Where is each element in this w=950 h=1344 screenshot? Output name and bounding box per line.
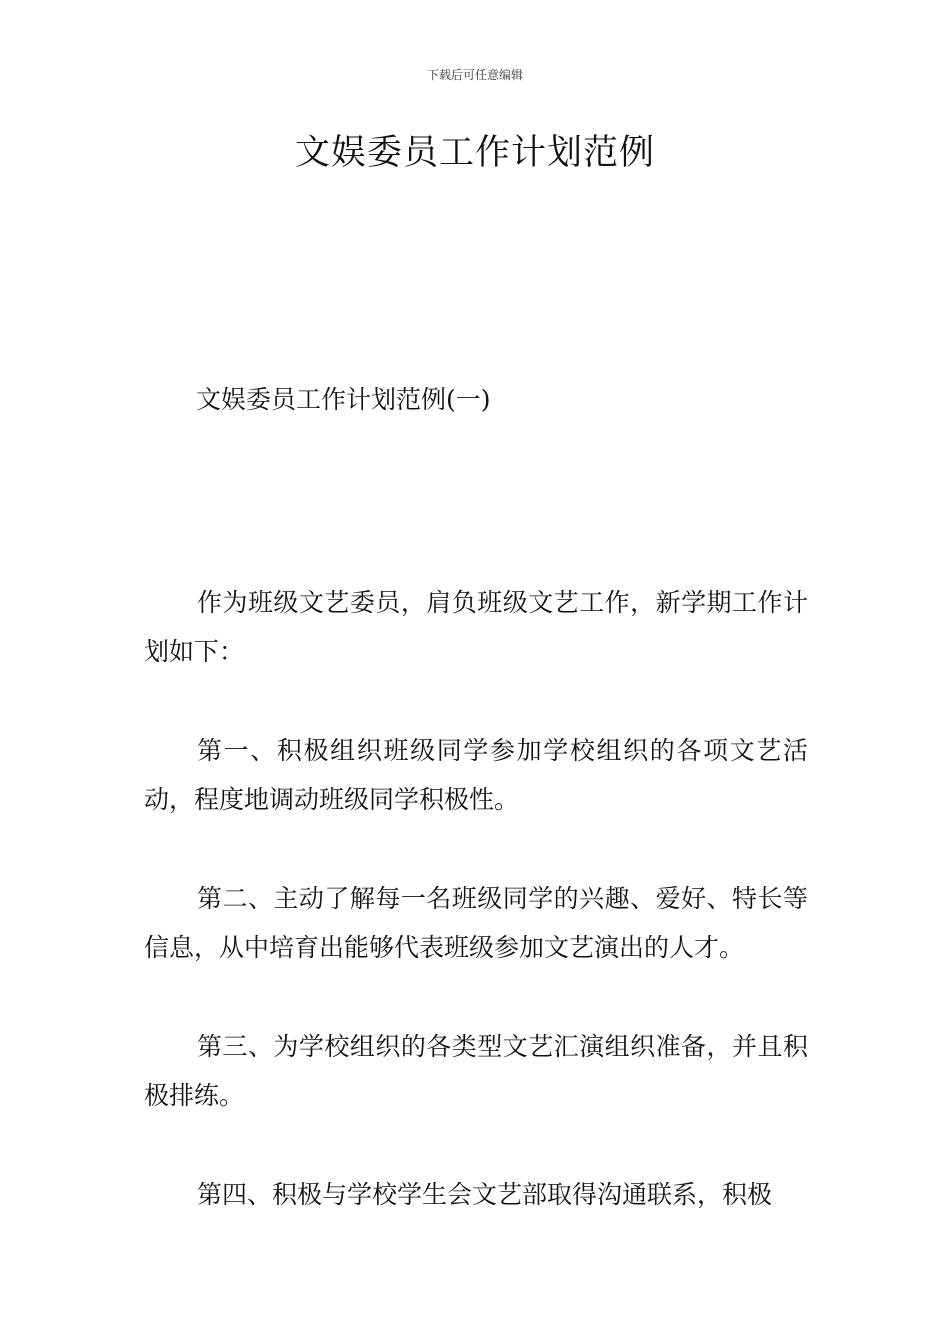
document-body	[144, 578, 808, 1269]
document-title: 文娱委员工作计划范例	[294, 133, 655, 173]
paragraph-first: 第一、积极组织班级同学参加学校组织的各项文艺活动，程度地调动班级同学积极性。	[144, 736, 808, 814]
paragraph-intro: 作为班级文艺委员，肩负班级文艺工作，新学期工作计划如下：	[144, 588, 808, 666]
paragraph-second: 第二、主动了解每一名班级同学的兴趣、爱好、特长等信息，从中培育出能够代表班级参加文艺演出的人才。	[144, 884, 808, 962]
header-note: 下载后可任意编辑	[426, 68, 523, 82]
paragraph-third: 第三、为学校组织的各类型文艺汇演组织准备，并且积极排练。	[144, 1032, 808, 1110]
section-subtitle: 文娱委员工作计划范例(一)	[196, 385, 491, 414]
paragraph-fourth: 第四、积极与学校学生会文艺部取得沟通联系，积极	[197, 1180, 773, 1209]
